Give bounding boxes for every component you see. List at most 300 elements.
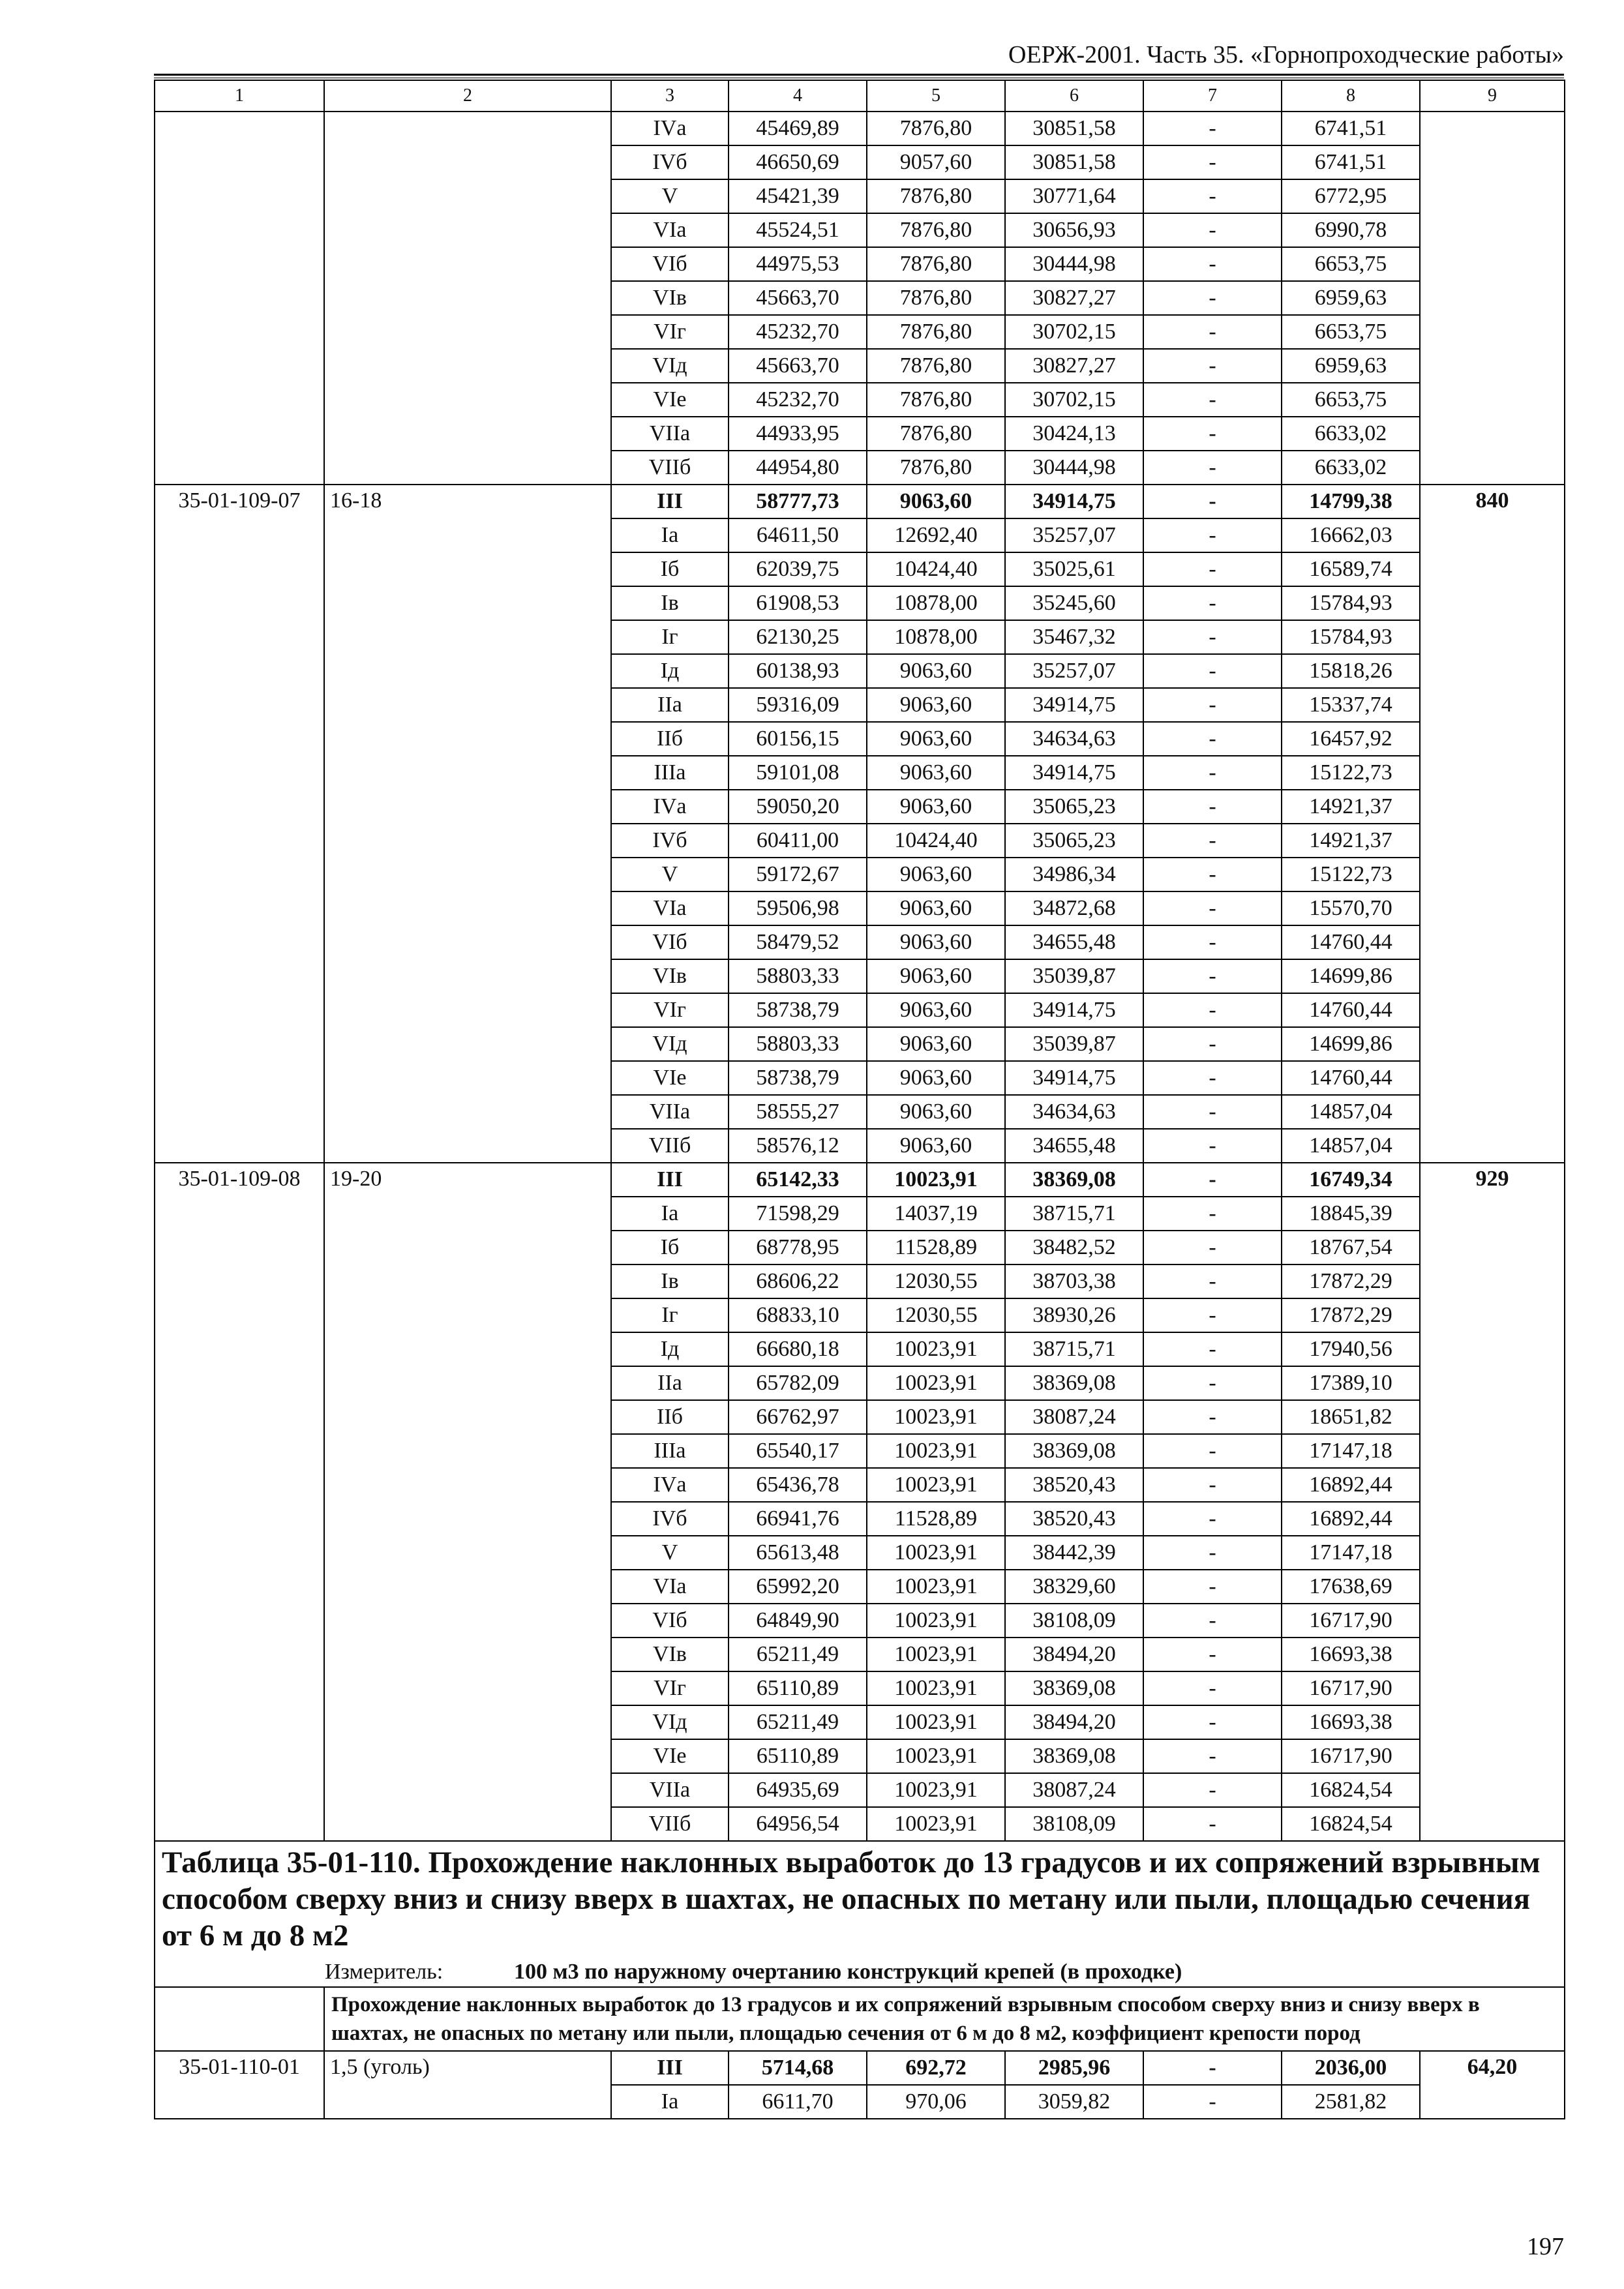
value-cell: 35257,07 xyxy=(1005,654,1143,688)
value-cell: 38494,20 xyxy=(1005,1638,1143,1671)
value-cell: 71598,29 xyxy=(729,1197,867,1231)
value-cell: 15818,26 xyxy=(1282,654,1420,688)
value-cell: 60138,93 xyxy=(729,654,867,688)
value-cell: VIIб xyxy=(611,451,729,485)
value-cell: 65142,33 xyxy=(729,1163,867,1197)
value-cell: 9063,60 xyxy=(867,1129,1005,1163)
value-cell: - xyxy=(1143,1807,1282,1841)
value-cell: - xyxy=(1143,112,1282,145)
value-cell: 17147,18 xyxy=(1282,1536,1420,1570)
value-cell: 14799,38 xyxy=(1282,485,1420,518)
value-cell: 34872,68 xyxy=(1005,891,1143,925)
value-cell: 14760,44 xyxy=(1282,925,1420,959)
value-cell: - xyxy=(1143,1604,1282,1638)
value-cell: 58576,12 xyxy=(729,1129,867,1163)
labor-total-cell: 929 xyxy=(1420,1163,1565,1841)
meter-label: Измеритель: xyxy=(325,1960,444,1984)
value-cell: 10023,91 xyxy=(867,1366,1005,1400)
value-cell: - xyxy=(1143,722,1282,756)
value-cell: 64849,90 xyxy=(729,1604,867,1638)
meter-value: 100 м3 по наружному очертанию конструкций крепей (в проходке) xyxy=(514,1960,1182,1984)
value-cell: 16662,03 xyxy=(1282,518,1420,552)
value-cell: 59172,67 xyxy=(729,858,867,891)
value-cell: 6611,70 xyxy=(729,2085,867,2119)
value-cell: - xyxy=(1143,1638,1282,1671)
value-cell: 38369,08 xyxy=(1005,1434,1143,1468)
value-cell: 16717,90 xyxy=(1282,1739,1420,1773)
column-number: 6 xyxy=(1005,80,1143,112)
value-cell: 64935,69 xyxy=(729,1773,867,1807)
value-cell: VIд xyxy=(611,1705,729,1739)
value-cell: VIIб xyxy=(611,1807,729,1841)
value-cell: 38108,09 xyxy=(1005,1604,1143,1638)
value-cell: 35065,23 xyxy=(1005,824,1143,858)
value-cell: 30656,93 xyxy=(1005,213,1143,247)
value-cell: - xyxy=(1143,891,1282,925)
value-cell: 34914,75 xyxy=(1005,993,1143,1027)
value-cell: 35257,07 xyxy=(1005,518,1143,552)
rock-hardness-cell: 1,5 (уголь) xyxy=(324,2051,611,2119)
value-cell: VIв xyxy=(611,959,729,993)
value-cell: Iд xyxy=(611,654,729,688)
value-cell: 17147,18 xyxy=(1282,1434,1420,1468)
value-cell: 16717,90 xyxy=(1282,1604,1420,1638)
value-cell: Iв xyxy=(611,586,729,620)
value-cell: IVа xyxy=(611,790,729,824)
value-cell: VIIб xyxy=(611,1129,729,1163)
value-cell: 38482,52 xyxy=(1005,1231,1143,1264)
table-body xyxy=(155,80,1565,2119)
value-cell: IIIа xyxy=(611,1434,729,1468)
value-cell: 38369,08 xyxy=(1005,1163,1143,1197)
value-cell: - xyxy=(1143,1298,1282,1332)
value-cell: 38108,09 xyxy=(1005,1807,1143,1841)
value-cell: V xyxy=(611,179,729,213)
value-cell: 9063,60 xyxy=(867,485,1005,518)
value-cell: VIIа xyxy=(611,417,729,451)
value-cell: - xyxy=(1143,383,1282,417)
value-cell: 10023,91 xyxy=(867,1570,1005,1604)
value-cell: - xyxy=(1143,315,1282,349)
value-cell: 10023,91 xyxy=(867,1705,1005,1739)
value-cell: 35039,87 xyxy=(1005,1027,1143,1061)
value-cell: 17940,56 xyxy=(1282,1332,1420,1366)
empty-cell xyxy=(155,1987,324,2051)
value-cell: 9063,60 xyxy=(867,1061,1005,1095)
value-cell: 6633,02 xyxy=(1282,417,1420,451)
value-cell: 16589,74 xyxy=(1282,552,1420,586)
value-cell: 35065,23 xyxy=(1005,790,1143,824)
value-cell: 30851,58 xyxy=(1005,112,1143,145)
value-cell: 65992,20 xyxy=(729,1570,867,1604)
value-cell: 65540,17 xyxy=(729,1434,867,1468)
value-cell: 30851,58 xyxy=(1005,145,1143,179)
value-cell: VIг xyxy=(611,993,729,1027)
value-cell: 30424,13 xyxy=(1005,417,1143,451)
value-cell: 9063,60 xyxy=(867,925,1005,959)
value-cell: 61908,53 xyxy=(729,586,867,620)
value-cell: 16749,34 xyxy=(1282,1163,1420,1197)
value-cell: 58803,33 xyxy=(729,1027,867,1061)
value-cell: 16693,38 xyxy=(1282,1705,1420,1739)
value-cell: - xyxy=(1143,213,1282,247)
value-cell: 58479,52 xyxy=(729,925,867,959)
value-cell: III xyxy=(611,1163,729,1197)
value-cell: Iб xyxy=(611,552,729,586)
value-cell: IVб xyxy=(611,145,729,179)
value-cell: 35039,87 xyxy=(1005,959,1143,993)
value-cell: 34634,63 xyxy=(1005,722,1143,756)
value-cell: Iа xyxy=(611,518,729,552)
value-cell: Iв xyxy=(611,1264,729,1298)
value-cell: - xyxy=(1143,586,1282,620)
value-cell: 10023,91 xyxy=(867,1807,1005,1841)
value-cell: 2036,00 xyxy=(1282,2051,1420,2085)
value-cell: Iб xyxy=(611,1231,729,1264)
value-cell: V xyxy=(611,1536,729,1570)
rate-code-cell: 35-01-110-01 xyxy=(155,2051,324,2119)
value-cell: VIе xyxy=(611,383,729,417)
value-cell: 65436,78 xyxy=(729,1468,867,1502)
value-cell: - xyxy=(1143,1570,1282,1604)
value-cell: 10878,00 xyxy=(867,620,1005,654)
value-cell: - xyxy=(1143,1705,1282,1739)
value-cell: 60411,00 xyxy=(729,824,867,858)
value-cell: IIIа xyxy=(611,756,729,790)
value-cell: 18845,39 xyxy=(1282,1197,1420,1231)
value-cell: 45524,51 xyxy=(729,213,867,247)
value-cell: 9063,60 xyxy=(867,790,1005,824)
value-cell: VIе xyxy=(611,1739,729,1773)
value-cell: 65613,48 xyxy=(729,1536,867,1570)
value-cell: 58777,73 xyxy=(729,485,867,518)
value-cell: 34914,75 xyxy=(1005,756,1143,790)
value-cell: 62130,25 xyxy=(729,620,867,654)
value-cell: 44954,80 xyxy=(729,451,867,485)
value-cell: 64956,54 xyxy=(729,1807,867,1841)
value-cell: 7876,80 xyxy=(867,213,1005,247)
value-cell: 38520,43 xyxy=(1005,1468,1143,1502)
value-cell: 38442,39 xyxy=(1005,1536,1143,1570)
value-cell: 38329,60 xyxy=(1005,1570,1143,1604)
table-title-row xyxy=(155,1841,1565,1958)
value-cell: 14921,37 xyxy=(1282,824,1420,858)
value-cell: 34655,48 xyxy=(1005,925,1143,959)
value-cell: VIв xyxy=(611,1638,729,1671)
value-cell: 6741,51 xyxy=(1282,112,1420,145)
value-cell: VIе xyxy=(611,1061,729,1095)
value-cell: - xyxy=(1143,179,1282,213)
table-row xyxy=(155,485,1565,518)
value-cell: 65211,49 xyxy=(729,1705,867,1739)
value-cell: 9063,60 xyxy=(867,688,1005,722)
value-cell: Iг xyxy=(611,1298,729,1332)
value-cell: 15122,73 xyxy=(1282,858,1420,891)
meter-row xyxy=(155,1958,1565,1987)
value-cell: 7876,80 xyxy=(867,281,1005,315)
value-cell: 14760,44 xyxy=(1282,1061,1420,1095)
value-cell: 66941,76 xyxy=(729,1502,867,1536)
value-cell: - xyxy=(1143,1671,1282,1705)
value-cell: 18651,82 xyxy=(1282,1400,1420,1434)
value-cell: 38494,20 xyxy=(1005,1705,1143,1739)
value-cell: IIб xyxy=(611,722,729,756)
value-cell: 58738,79 xyxy=(729,1061,867,1095)
value-cell: III xyxy=(611,2051,729,2085)
value-cell: 30827,27 xyxy=(1005,349,1143,383)
value-cell: 17872,29 xyxy=(1282,1298,1420,1332)
value-cell: 14857,04 xyxy=(1282,1129,1420,1163)
value-cell: 7876,80 xyxy=(867,383,1005,417)
value-cell: 30771,64 xyxy=(1005,179,1143,213)
column-number: 5 xyxy=(867,80,1005,112)
value-cell: 9063,60 xyxy=(867,993,1005,1027)
value-cell: 46650,69 xyxy=(729,145,867,179)
value-cell: - xyxy=(1143,281,1282,315)
column-number: 7 xyxy=(1143,80,1282,112)
value-cell: 9063,60 xyxy=(867,891,1005,925)
value-cell: 10023,91 xyxy=(867,1163,1005,1197)
value-cell: 35245,60 xyxy=(1005,586,1143,620)
value-cell: - xyxy=(1143,2085,1282,2119)
value-cell: 59101,08 xyxy=(729,756,867,790)
value-cell: 6633,02 xyxy=(1282,451,1420,485)
value-cell: IVб xyxy=(611,1502,729,1536)
description-row xyxy=(155,1987,1565,2051)
value-cell: - xyxy=(1143,959,1282,993)
value-cell: 60156,15 xyxy=(729,722,867,756)
value-cell: 11528,89 xyxy=(867,1502,1005,1536)
value-cell: 14921,37 xyxy=(1282,790,1420,824)
value-cell: 59316,09 xyxy=(729,688,867,722)
value-cell: 45232,70 xyxy=(729,383,867,417)
value-cell: - xyxy=(1143,1366,1282,1400)
value-cell: 10023,91 xyxy=(867,1604,1005,1638)
value-cell: 10424,40 xyxy=(867,824,1005,858)
value-cell: 15784,93 xyxy=(1282,586,1420,620)
value-cell: 17389,10 xyxy=(1282,1366,1420,1400)
value-cell: 34986,34 xyxy=(1005,858,1143,891)
estimate-table xyxy=(154,80,1565,2119)
value-cell: - xyxy=(1143,1061,1282,1095)
value-cell: 34634,63 xyxy=(1005,1095,1143,1129)
value-cell: 14760,44 xyxy=(1282,993,1420,1027)
value-cell: 6990,78 xyxy=(1282,213,1420,247)
value-cell: 10023,91 xyxy=(867,1400,1005,1434)
work-description: Прохождение наклонных выработок до 13 градусов и их сопряжений взрывным способом сверху вниз и снизу вверх в шахтах, не опасных по метану или пыли, площадью сечения от 6 м до 8 м2, коэффициент крепости пород xyxy=(324,1987,1565,2051)
table-title: Таблица 35-01-110. Прохождение наклонных выработок до 13 градусов и их сопряжений взрывным способом сверху вниз и снизу вверх в шахтах, не опасных по метану или пыли, площадью сечения от 6 м до 8 м2 xyxy=(155,1841,1565,1958)
column-number: 8 xyxy=(1282,80,1420,112)
value-cell: 7876,80 xyxy=(867,451,1005,485)
value-cell: - xyxy=(1143,925,1282,959)
value-cell: - xyxy=(1143,1197,1282,1231)
value-cell: - xyxy=(1143,993,1282,1027)
value-cell: 35025,61 xyxy=(1005,552,1143,586)
value-cell: 35467,32 xyxy=(1005,620,1143,654)
value-cell: - xyxy=(1143,858,1282,891)
value-cell: 38087,24 xyxy=(1005,1400,1143,1434)
value-cell: 12030,55 xyxy=(867,1298,1005,1332)
value-cell: 17872,29 xyxy=(1282,1264,1420,1298)
value-cell: 59050,20 xyxy=(729,790,867,824)
value-cell: 16892,44 xyxy=(1282,1502,1420,1536)
value-cell: 6741,51 xyxy=(1282,145,1420,179)
value-cell: 10424,40 xyxy=(867,552,1005,586)
value-cell: IVа xyxy=(611,112,729,145)
value-cell: 34914,75 xyxy=(1005,688,1143,722)
value-cell: 9063,60 xyxy=(867,959,1005,993)
value-cell: - xyxy=(1143,1027,1282,1061)
value-cell: 38369,08 xyxy=(1005,1739,1143,1773)
value-cell: 9063,60 xyxy=(867,722,1005,756)
value-cell: - xyxy=(1143,485,1282,518)
value-cell: 16457,92 xyxy=(1282,722,1420,756)
value-cell: - xyxy=(1143,1434,1282,1468)
value-cell: - xyxy=(1143,654,1282,688)
value-cell: 10023,91 xyxy=(867,1638,1005,1671)
value-cell: 16824,54 xyxy=(1282,1807,1420,1841)
value-cell: 7876,80 xyxy=(867,417,1005,451)
value-cell: - xyxy=(1143,1773,1282,1807)
value-cell: 44975,53 xyxy=(729,247,867,281)
value-cell: 65110,89 xyxy=(729,1671,867,1705)
value-cell: 38715,71 xyxy=(1005,1332,1143,1366)
table-row xyxy=(155,1163,1565,1197)
value-cell: 38930,26 xyxy=(1005,1298,1143,1332)
value-cell: 7876,80 xyxy=(867,349,1005,383)
value-cell: IIа xyxy=(611,688,729,722)
value-cell: - xyxy=(1143,1536,1282,1570)
value-cell: VIб xyxy=(611,1604,729,1638)
value-cell: 970,06 xyxy=(867,2085,1005,2119)
value-cell: 38087,24 xyxy=(1005,1773,1143,1807)
value-cell: 30827,27 xyxy=(1005,281,1143,315)
value-cell: 9063,60 xyxy=(867,654,1005,688)
value-cell: 6653,75 xyxy=(1282,247,1420,281)
value-cell: 58738,79 xyxy=(729,993,867,1027)
value-cell: 10023,91 xyxy=(867,1468,1005,1502)
value-cell: 10023,91 xyxy=(867,1434,1005,1468)
value-cell: - xyxy=(1143,2051,1282,2085)
value-cell: 16892,44 xyxy=(1282,1468,1420,1502)
value-cell: - xyxy=(1143,552,1282,586)
value-cell: - xyxy=(1143,1095,1282,1129)
rock-hardness-cell: 19-20 xyxy=(324,1163,611,1841)
value-cell: 58803,33 xyxy=(729,959,867,993)
value-cell: 3059,82 xyxy=(1005,2085,1143,2119)
value-cell: 45663,70 xyxy=(729,349,867,383)
labor-total-cell: 64,20 xyxy=(1420,2051,1565,2119)
value-cell: 6959,63 xyxy=(1282,281,1420,315)
value-cell: 45469,89 xyxy=(729,112,867,145)
value-cell: 9063,60 xyxy=(867,858,1005,891)
value-cell: - xyxy=(1143,1468,1282,1502)
value-cell: 14699,86 xyxy=(1282,959,1420,993)
value-cell: - xyxy=(1143,417,1282,451)
value-cell: - xyxy=(1143,1163,1282,1197)
meter-cell xyxy=(155,1958,1565,1987)
labor-total-cell: 840 xyxy=(1420,485,1565,1163)
value-cell: 6653,75 xyxy=(1282,315,1420,349)
value-cell: 34914,75 xyxy=(1005,485,1143,518)
value-cell: IIа xyxy=(611,1366,729,1400)
value-cell: III xyxy=(611,485,729,518)
value-cell: 65110,89 xyxy=(729,1739,867,1773)
value-cell: VIг xyxy=(611,1671,729,1705)
value-cell: 2985,96 xyxy=(1005,2051,1143,2085)
value-cell: 38715,71 xyxy=(1005,1197,1143,1231)
value-cell: 14857,04 xyxy=(1282,1095,1420,1129)
value-cell: - xyxy=(1143,824,1282,858)
value-cell: 68606,22 xyxy=(729,1264,867,1298)
value-cell: 2581,82 xyxy=(1282,2085,1420,2119)
page-header: ОЕРЖ-2001. Часть 35. «Горнопроходческие работы» xyxy=(1008,41,1564,68)
value-cell: V xyxy=(611,858,729,891)
column-number: 2 xyxy=(324,80,611,112)
value-cell: 6959,63 xyxy=(1282,349,1420,383)
value-cell: IIб xyxy=(611,1400,729,1434)
value-cell: VIг xyxy=(611,315,729,349)
value-cell: 18767,54 xyxy=(1282,1231,1420,1264)
rate-code-cell: 35-01-109-07 xyxy=(155,485,324,1163)
rate-code-cell xyxy=(155,112,324,485)
value-cell: 9057,60 xyxy=(867,145,1005,179)
value-cell: 17638,69 xyxy=(1282,1570,1420,1604)
value-cell: 30702,15 xyxy=(1005,315,1143,349)
value-cell: - xyxy=(1143,1231,1282,1264)
value-cell: - xyxy=(1143,756,1282,790)
value-cell: 34655,48 xyxy=(1005,1129,1143,1163)
value-cell: - xyxy=(1143,349,1282,383)
value-cell: 38520,43 xyxy=(1005,1502,1143,1536)
value-cell: 10878,00 xyxy=(867,586,1005,620)
value-cell: - xyxy=(1143,1129,1282,1163)
value-cell: 64611,50 xyxy=(729,518,867,552)
value-cell: 7876,80 xyxy=(867,315,1005,349)
value-cell: VIIа xyxy=(611,1773,729,1807)
value-cell: VIд xyxy=(611,349,729,383)
value-cell: 66762,97 xyxy=(729,1400,867,1434)
value-cell: 10023,91 xyxy=(867,1739,1005,1773)
value-cell: 65782,09 xyxy=(729,1366,867,1400)
value-cell: 65211,49 xyxy=(729,1638,867,1671)
value-cell: 58555,27 xyxy=(729,1095,867,1129)
value-cell: 15337,74 xyxy=(1282,688,1420,722)
value-cell: - xyxy=(1143,1400,1282,1434)
value-cell: VIа xyxy=(611,213,729,247)
value-cell: 15122,73 xyxy=(1282,756,1420,790)
value-cell: VIIа xyxy=(611,1095,729,1129)
value-cell: 38369,08 xyxy=(1005,1366,1143,1400)
value-cell: Iа xyxy=(611,1197,729,1231)
value-cell: 15784,93 xyxy=(1282,620,1420,654)
value-cell: VIа xyxy=(611,1570,729,1604)
value-cell: 38703,38 xyxy=(1005,1264,1143,1298)
page-number: 197 xyxy=(1527,2233,1564,2260)
value-cell: - xyxy=(1143,1332,1282,1366)
header-rule xyxy=(154,74,1564,78)
value-cell: 16717,90 xyxy=(1282,1671,1420,1705)
column-number: 1 xyxy=(155,80,324,112)
value-cell: 9063,60 xyxy=(867,1095,1005,1129)
value-cell: 7876,80 xyxy=(867,179,1005,213)
value-cell: 62039,75 xyxy=(729,552,867,586)
rock-hardness-cell: 16-18 xyxy=(324,485,611,1163)
value-cell: - xyxy=(1143,620,1282,654)
value-cell: - xyxy=(1143,1739,1282,1773)
value-cell: 68833,10 xyxy=(729,1298,867,1332)
value-cell: VIб xyxy=(611,925,729,959)
